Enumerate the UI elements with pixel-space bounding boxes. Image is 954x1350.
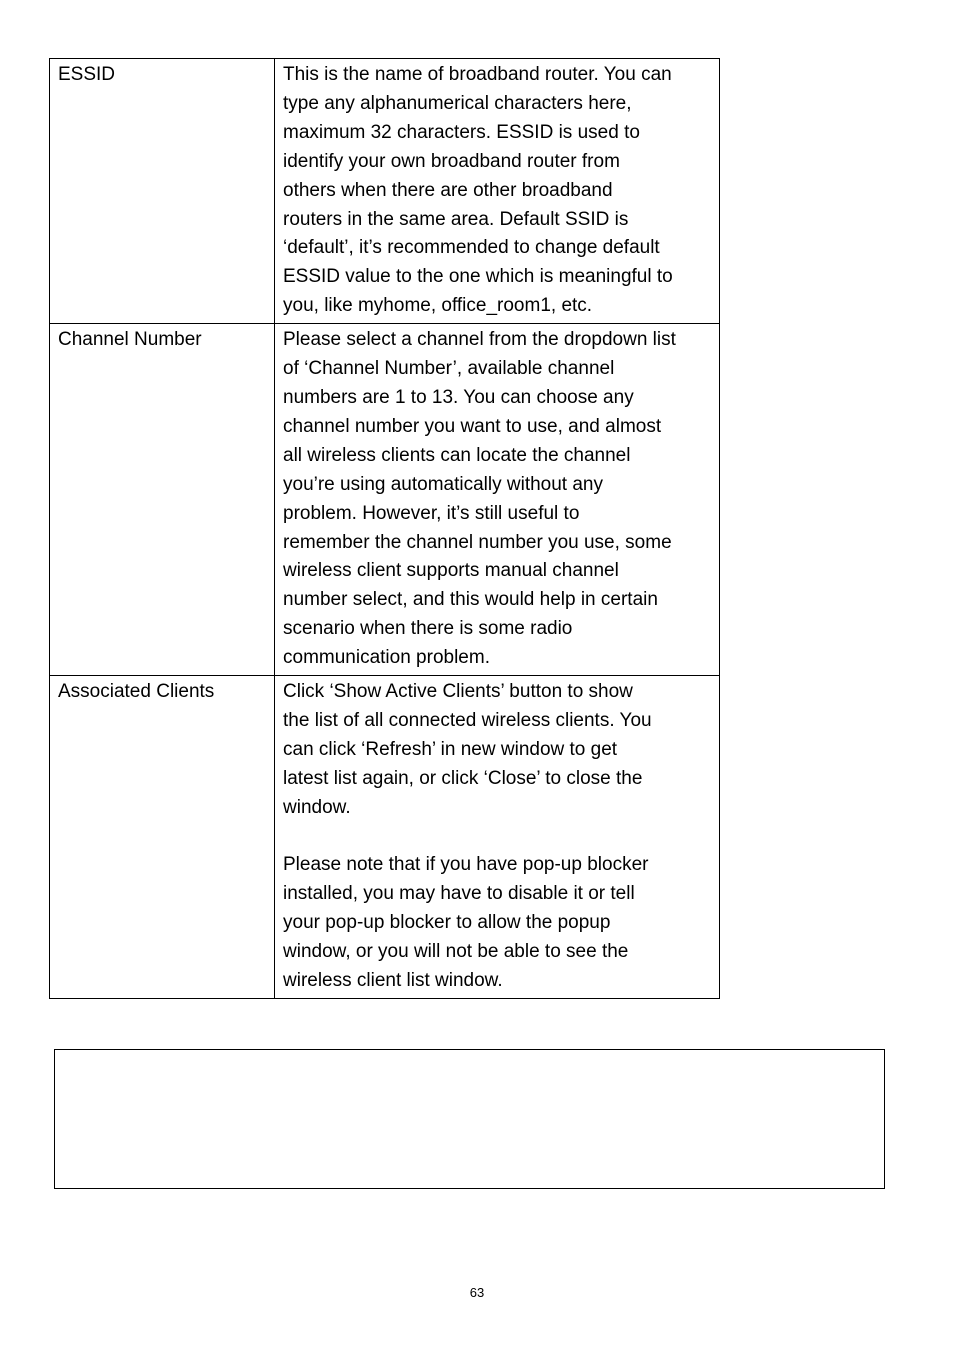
description-line: Click ‘Show Active Clients’ button to show	[283, 681, 633, 703]
table-row-channel-number	[50, 324, 720, 676]
description-line: number select, and this would help in certain	[283, 589, 658, 611]
description-line: can click ‘Refresh’ in new window to get	[283, 738, 618, 760]
description-line: latest list again, or click ‘Close’ to close the	[283, 767, 643, 789]
description-line: routers in the same area. Default SSID is	[283, 208, 629, 230]
description-line: you’re using automatically without any	[283, 473, 604, 495]
description-line: wireless client supports manual channel	[283, 560, 619, 582]
table-row-associated-clients	[50, 676, 720, 999]
parameter-name: ESSID	[50, 59, 275, 324]
parameter-description	[275, 59, 720, 324]
description-line: the list of all connected wireless clients. You	[283, 709, 652, 731]
description-line: remember the channel number you use, some	[283, 531, 672, 553]
empty-note-box	[54, 1049, 885, 1189]
description-line: This is the name of broadband router. You can	[283, 64, 672, 85]
description-line: window, or you will not be able to see the	[283, 941, 629, 963]
description-line: all wireless clients can locate the channel	[283, 444, 631, 466]
description-line: ESSID value to the one which is meaningful to	[283, 266, 673, 288]
description-line: maximum 32 characters. ESSID is used to	[283, 121, 640, 143]
description-line: your pop-up blocker to allow the popup	[283, 912, 611, 934]
description-line: wireless client list window.	[283, 970, 503, 992]
parameter-description	[275, 676, 720, 999]
parameter-description	[275, 324, 720, 676]
description-line: problem. However, it’s still useful to	[283, 502, 580, 524]
parameter-table	[49, 58, 720, 999]
description-line: others when there are other broadband	[283, 179, 613, 201]
description-line: Please note that if you have pop-up blocker	[283, 854, 649, 876]
paragraph-gap	[283, 823, 711, 852]
description-line: communication problem.	[283, 647, 490, 669]
description-line: ‘default’, it’s recommended to change default	[283, 237, 660, 259]
description-line: numbers are 1 to 13. You can choose any	[283, 386, 634, 408]
parameter-name: Channel Number	[50, 324, 275, 676]
description-line: channel number you want to use, and almost	[283, 415, 662, 437]
description-line: you, like myhome, office_room1, etc.	[283, 295, 593, 317]
description-line: window.	[283, 796, 351, 818]
description-line: Please select a channel from the dropdown list	[283, 329, 676, 351]
description-line: type any alphanumerical characters here,	[283, 92, 632, 114]
description-line: installed, you may have to disable it or tell	[283, 883, 635, 905]
page-number: 63	[469, 1285, 485, 1300]
description-line: scenario when there is some radio	[283, 618, 573, 640]
description-line: identify your own broadband router from	[283, 150, 620, 172]
description-line: of ‘Channel Number’, available channel	[283, 358, 615, 380]
parameter-name: Associated Clients	[50, 676, 275, 999]
table-row-essid	[50, 59, 720, 324]
